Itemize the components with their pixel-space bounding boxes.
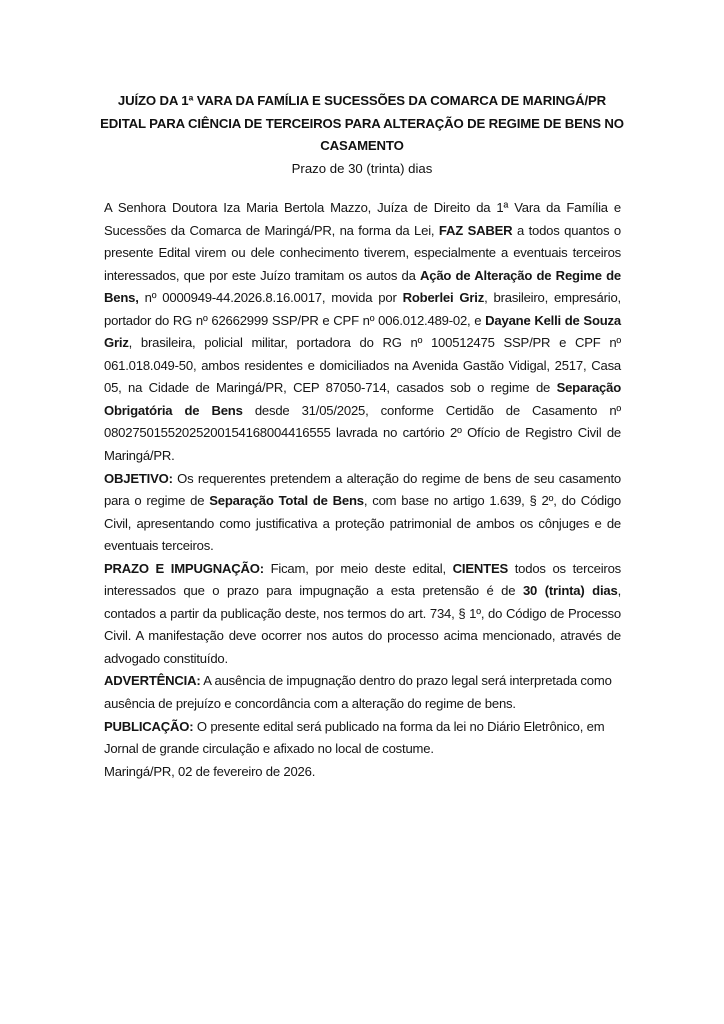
cientes: CIENTES [452,560,509,576]
intro-paragraph [104,197,621,468]
prazo-label: PRAZO E IMPUGNAÇÃO: [104,560,264,576]
intro-text: nº 0000949-44.2026.8.16.0017, movida por [138,290,403,306]
intro-text: , brasileira, policial militar, portadora do RG nº 100512475 SSP/PR e CPF nº 061.018.049-50, ambos residentes e domiciliados na Avenida Gastão Vidigal, 2517, Casa 05, na Cidade de Maringá/PR, CEP 87050-714, casados sob o regime de [104,335,621,396]
edital-title: EDITAL PARA CIÊNCIA DE TERCEIROS PARA ALTERAÇÃO DE REGIME DE BENS NO CASAMENTO [100,115,624,153]
objetivo-text: , com base no artigo 1.639, § 2º, do Código Civil, apresentando como justificativa a proteção patrimonial de ambos os cônjuges e de eventuais terceiros. [104,493,621,554]
intro-text: , brasileiro, empresário, portador do RG nº 62662999 SSP/PR e CPF nº 006.012.489-02, e [104,290,621,328]
action-name: Ação de Alteração de Regime de Bens, [104,267,621,306]
objetivo-paragraph [104,468,621,558]
publicacao-text: O presente edital será publicado na forma da lei no Diário Eletrônico, em Jornal de grande circulação e afixado no local de costume. [104,718,605,757]
applicant-2-name: Dayane Kelli de Souza Griz [104,312,621,351]
advertencia-paragraph [104,670,621,715]
objetivo-text: Os requerentes pretendem a alteração do regime de bens de seu casamento para o regime de [104,470,621,509]
faz-saber: FAZ SABER [438,222,513,238]
new-regime: Separação Total de Bens [209,493,364,509]
intro-text: a todos quantos o presente Edital virem ou dele conhecimento tiverem, especialmente a eventuais terceiros interessados, que por este Juízo tramitam os autos da [104,222,621,283]
publicacao-paragraph [104,716,621,761]
document-header [96,90,628,180]
intro-text: desde 31/05/2025, conforme Certidão de Casamento nº 08027501552025200154168004416555 lavrada no cartório 2º Ofício de Registro Civil de Maringá/PR. [104,402,621,464]
prazo-paragraph [104,558,621,671]
closing-date: Maringá/PR, 02 de fevereiro de 2026. [104,763,316,779]
prazo-text: todos os terceiros interessados que o prazo para impugnação a esta pretensão é de [104,560,621,599]
publicacao-label: PUBLICAÇÃO: [104,718,194,734]
prazo-days: 30 (trinta) dias [522,583,618,599]
advertencia-text: A ausência de impugnação dentro do prazo legal será interpretada como ausência de prejuízo e concordância com a alteração do regime de bens. [104,673,612,712]
prazo-text: , contados a partir da publicação deste, nos termos do art. 734, § 1º, do Código de Processo Civil. A manifestação deve ocorrer nos autos do processo acima mencionado, através de advogado constituído. [104,583,622,666]
applicant-1-name: Roberlei Griz [402,290,485,306]
advertencia-label: ADVERTÊNCIA: [104,673,201,689]
prazo-text: Ficam, por meio deste edital, [263,560,453,576]
deadline-subtitle: Prazo de 30 (trinta) dias [291,160,433,176]
court-heading: JUÍZO DA 1ª VARA DA FAMÍLIA E SUCESSÕES DA COMARCA DE MARINGÁ/PR [117,93,607,108]
intro-text: A Senhora Doutora Iza Maria Bertola Mazzo, Juíza de Direito da 1ª Vara da Família e Sucessões da Comarca de Maringá/PR, na forma da Lei, [104,200,621,238]
document-body [104,197,621,783]
objetivo-label: OBJETIVO: [104,470,173,486]
current-regime: Separação Obrigatória de Bens [104,380,621,418]
